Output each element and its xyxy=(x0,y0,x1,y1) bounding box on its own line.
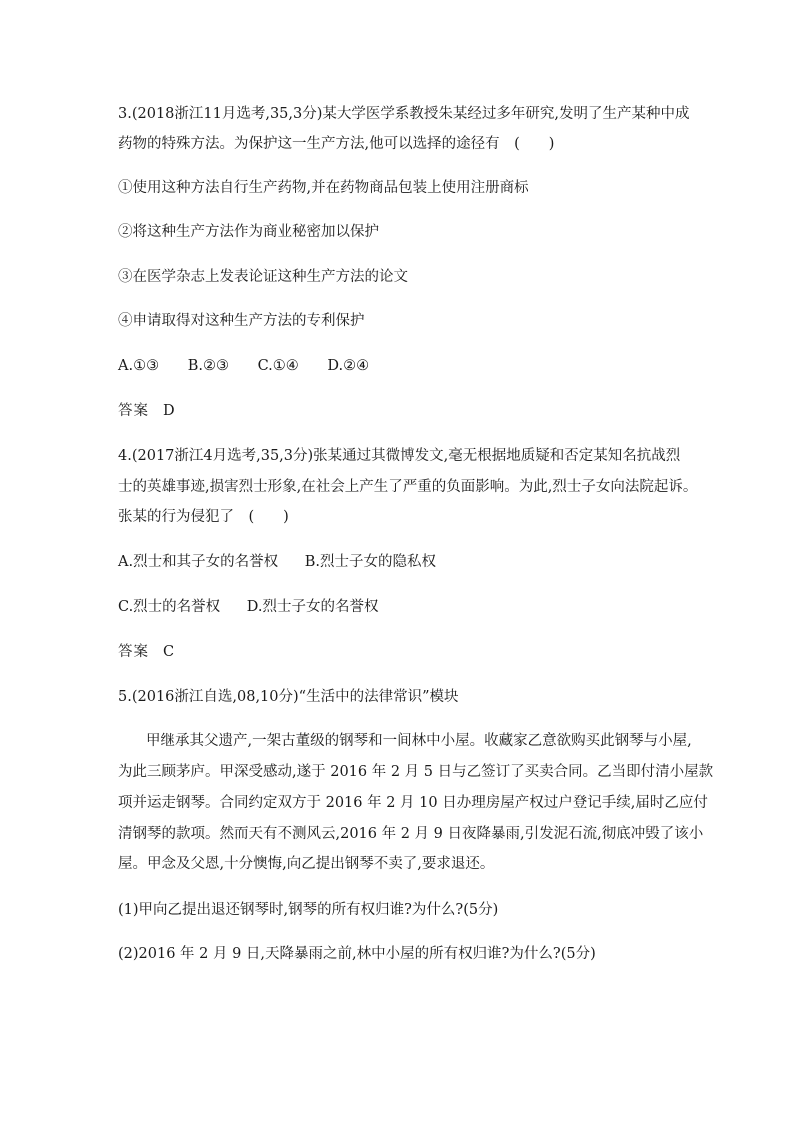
q4-answer-label: 答案 xyxy=(118,644,149,660)
q3-option-c: C.①④ xyxy=(257,358,299,374)
q3-option-a: A.①③ xyxy=(118,358,160,374)
q3-option-b: B.②③ xyxy=(187,358,229,374)
q4-stem-line-3: 张某的行为侵犯了 ( ) xyxy=(118,509,289,525)
q3-answer-label: 答案 xyxy=(118,403,149,419)
q4-answer-value: C xyxy=(163,644,175,660)
q5-passage-line-2: 为此三顾茅庐。甲深受感动,遂于 2016 年 2 月 5 日与乙签订了买卖合同。乙当即付清小屋款 xyxy=(118,764,714,780)
q3-item-3: ③在医学杂志上发表论证这种生产方法的论文 xyxy=(118,269,408,285)
q3-stem-line-1: 3.(2018浙江11月选考,35,3分)某大学医学系教授朱某经过多年研究,发明了生产某种中成 xyxy=(118,106,690,122)
q5-subquestion-2: (2)2016 年 2 月 9 日,天降暴雨之前,林中小屋的所有权归谁?为什么?(5分) xyxy=(118,946,596,962)
q5-subquestion-1: (1)甲向乙提出退还钢琴时,钢琴的所有权归谁?为什么?(5分) xyxy=(118,902,499,918)
q5-passage-line-4: 清钢琴的款项。然而天有不测风云,2016 年 2 月 9 日夜降暴雨,引发泥石流,彻底冲毁了该小 xyxy=(118,826,704,842)
q5-passage-line-3: 项并运走钢琴。合同约定双方于 2016 年 2 月 10 日办理房屋产权过户登记手续,届时乙应付 xyxy=(118,795,708,811)
q4-options-row-1 xyxy=(118,552,436,572)
q4-option-c: C.烈士的名誉权 xyxy=(118,599,221,615)
q3-answer-value: D xyxy=(163,403,175,419)
q3-item-2: ②将这种生产方法作为商业秘密加以保护 xyxy=(118,224,379,240)
q5-passage-line-1: 甲继承其父遗产,一架古董级的钢琴和一间林中小屋。收藏家乙意欲购买此钢琴与小屋, xyxy=(146,733,692,749)
q5-header: 5.(2016浙江自选,08,10分)“生活中的法律常识”模块 xyxy=(118,689,459,705)
q4-stem-line-2: 士的英雄事迹,损害烈士形象,在社会上产生了严重的负面影响。为此,烈士子女向法院起诉。 xyxy=(118,479,698,495)
q4-option-a: A.烈士和其子女的名誉权 xyxy=(118,554,279,570)
q3-stem-line-2: 药物的特殊方法。为保护这一生产方法,他可以选择的途径有 ( ) xyxy=(118,136,555,152)
q4-option-d: D.烈士子女的名誉权 xyxy=(246,599,379,615)
q4-option-b: B.烈士子女的隐私权 xyxy=(304,554,436,570)
q4-answer xyxy=(118,642,174,662)
q3-item-1: ①使用这种方法自行生产药物,并在药物商品包装上使用注册商标 xyxy=(118,180,529,196)
q3-option-d: D.②④ xyxy=(327,358,370,374)
q3-item-4: ④申请取得对这种生产方法的专利保护 xyxy=(118,313,365,329)
q4-stem-line-1: 4.(2017浙江4月选考,35,3分)张某通过其微博发文,毫无根据地质疑和否定某知名抗战烈 xyxy=(118,448,681,464)
q4-options-row-2 xyxy=(118,597,379,617)
q3-options xyxy=(118,356,369,376)
q3-answer xyxy=(118,401,175,421)
q5-passage-line-5: 屋。甲念及父恩,十分懊悔,向乙提出钢琴不卖了,要求退还。 xyxy=(118,856,495,872)
